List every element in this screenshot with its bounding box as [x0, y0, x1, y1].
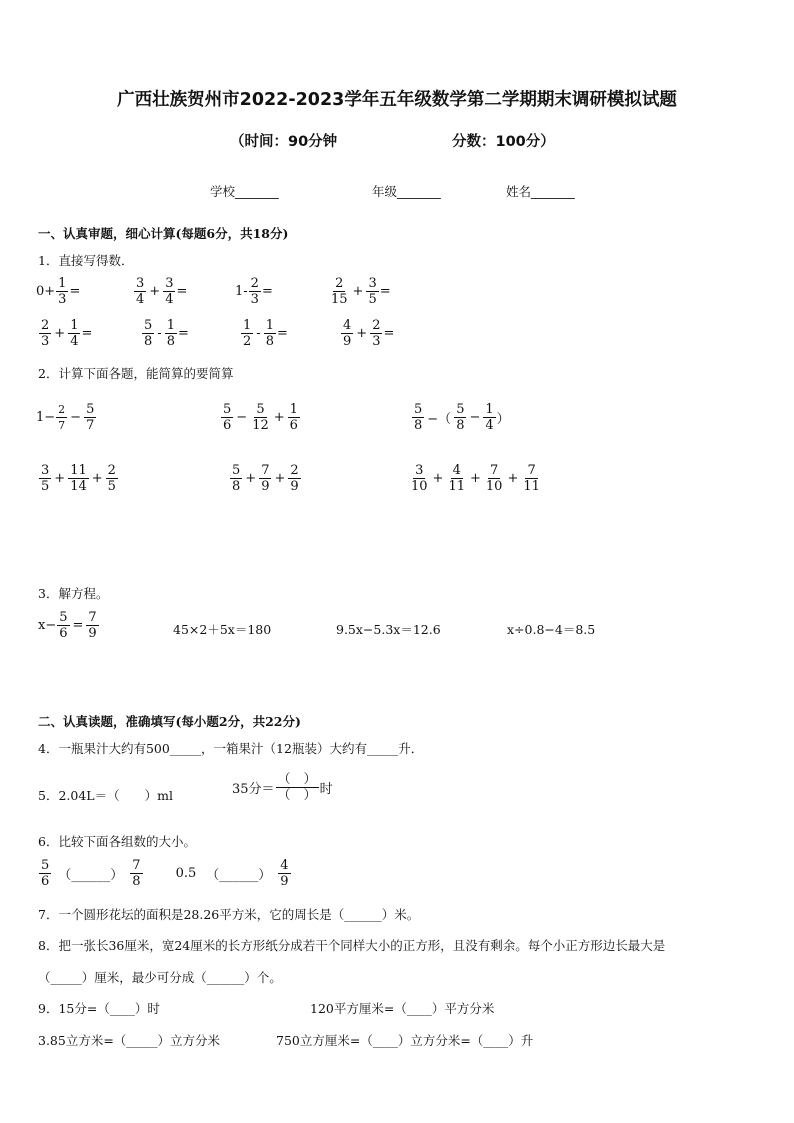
fraction [259, 463, 271, 494]
fraction [130, 858, 142, 889]
expr-text: = [379, 284, 391, 299]
fraction [288, 463, 300, 494]
fraction [278, 858, 290, 889]
fraction [521, 463, 542, 494]
denominator: 9 [343, 334, 352, 349]
numerator: 1 [166, 318, 175, 333]
fraction [56, 276, 68, 307]
fraction [454, 402, 466, 433]
expr-text: ） [496, 412, 510, 427]
expr-text: = [261, 284, 273, 299]
question-9b: 120平方厘米=（____）平方分米 [310, 1001, 495, 1016]
q3-equation-2: 45×2＋5x＝180 [173, 622, 272, 637]
operator: −（ [427, 412, 452, 427]
denominator: 14 [70, 479, 87, 494]
fraction [241, 318, 253, 349]
decimal-value: 0.5 [175, 866, 197, 881]
fraction [39, 858, 51, 889]
numerator: 3 [368, 276, 377, 291]
numerator: 5 [414, 402, 423, 417]
denominator: 8 [166, 334, 175, 349]
fraction [165, 318, 177, 349]
page-title: 广西壮族贺州市2022-2023学年五年级数学第二学期期末调研模拟试题 [117, 90, 677, 110]
fraction [39, 463, 51, 494]
q1-expr-1a [36, 276, 80, 307]
numerator: 3 [415, 463, 424, 478]
operator: + [352, 284, 364, 299]
grade-field: 年级_______ [372, 184, 441, 199]
expr-text: = [177, 326, 189, 341]
expr-text: = [69, 284, 81, 299]
expr-text: x− [38, 618, 57, 633]
denominator: 8 [232, 479, 241, 494]
denominator: 3 [372, 334, 381, 349]
q1-expr-2d [340, 318, 394, 349]
operator: + [507, 471, 519, 486]
numerator: 7 [88, 610, 97, 625]
exam-time: （时间：90分钟 [230, 134, 338, 150]
operator: - [256, 326, 261, 341]
fraction [409, 463, 430, 494]
denominator: 4 [70, 334, 79, 349]
numerator: 2 [372, 318, 381, 333]
denominator: 15 [331, 292, 348, 307]
q1-expr-1c [235, 276, 273, 307]
numerator: 5 [256, 402, 265, 417]
exam-score: 分数：100分） [452, 134, 555, 150]
q2-expr-3 [411, 402, 510, 433]
numerator: 3 [136, 276, 145, 291]
fraction [56, 402, 67, 433]
q1-expr-1b [133, 276, 187, 307]
numerator: 1 [70, 318, 79, 333]
section-2-heading: 二、认真读题，准确填写(每小题2分，共22分) [38, 714, 301, 729]
denominator: 4 [136, 292, 145, 307]
numerator: 2 [58, 403, 66, 416]
q1-expr-2b [141, 318, 189, 349]
denominator: 8 [132, 874, 141, 889]
fraction [142, 318, 154, 349]
numerator: 7 [490, 463, 499, 478]
numerator: 1 [58, 276, 67, 291]
numerator: 5 [41, 858, 50, 873]
question-3-label: 3．解方程。 [38, 586, 109, 601]
operator: − [70, 410, 82, 425]
operator: + [432, 471, 444, 486]
question-5a: 5．2.04L＝（ ）ml [38, 788, 173, 803]
expr-text: = [176, 284, 188, 299]
fraction [230, 463, 242, 494]
numerator: 1 [265, 318, 274, 333]
fraction [276, 772, 319, 803]
denominator: 6 [223, 418, 232, 433]
operator: − [236, 410, 248, 425]
numerator: 5 [223, 402, 232, 417]
denominator: 6 [41, 874, 50, 889]
fraction [134, 276, 146, 307]
question-9c: 3.85立方米=（_____）立方分米 [38, 1033, 221, 1048]
numerator: 11 [70, 463, 87, 478]
denominator: 4 [165, 292, 174, 307]
operator: + [356, 326, 368, 341]
fraction [84, 402, 96, 433]
q3-equation-4: x÷0.8−4＝8.5 [507, 622, 596, 637]
numerator: 2 [290, 463, 299, 478]
expr-text: 时 [319, 782, 333, 797]
expr-text: 0+ [36, 284, 56, 299]
q2-expr-4 [38, 463, 119, 494]
numerator: 3 [165, 276, 174, 291]
operator: - [157, 326, 162, 341]
denominator: 3 [41, 334, 50, 349]
question-1-label: 1．直接写得数． [38, 253, 134, 268]
expr-text: 1− [36, 410, 56, 425]
denominator: 7 [58, 419, 66, 432]
denominator: 12 [252, 418, 269, 433]
numerator: 2 [335, 276, 344, 291]
fraction [446, 463, 467, 494]
fraction [366, 276, 378, 307]
numerator: 5 [232, 463, 241, 478]
question-9a: 9．15分=（____）时 [38, 1001, 160, 1016]
q3-equation-3: 9.5x−5.3x＝12.6 [336, 622, 441, 637]
denominator: 9 [261, 479, 270, 494]
expr-text: 35分＝ [232, 782, 275, 797]
denominator: 8 [414, 418, 423, 433]
question-7: 7．一个圆形花坛的面积是28.26平方米，它的周长是（______）米。 [38, 907, 420, 922]
fraction [264, 318, 276, 349]
denominator: 5 [41, 479, 50, 494]
question-6-compare [38, 858, 292, 889]
numerator: 5 [144, 318, 153, 333]
q2-expr-2 [220, 402, 301, 433]
denominator: 5 [368, 292, 377, 307]
q2-expr-5 [229, 463, 302, 494]
fraction [412, 402, 424, 433]
numerator: 1 [485, 402, 494, 417]
operator: + [149, 284, 161, 299]
fraction [341, 318, 353, 349]
fraction [57, 610, 69, 641]
answer-blank: （______） [58, 868, 124, 883]
denominator-blank: （ ） [277, 788, 317, 803]
operator: + [470, 471, 481, 486]
denominator: 11 [523, 479, 540, 494]
fraction [288, 402, 300, 433]
numerator: 2 [107, 463, 116, 478]
expr-text: = [81, 326, 93, 341]
denominator: 9 [88, 626, 97, 641]
fraction [221, 402, 233, 433]
numerator: 7 [527, 463, 536, 478]
expr-text: = [383, 326, 395, 341]
q1-expr-2a [38, 318, 92, 349]
question-6-label: 6．比较下面各组数的大小。 [38, 834, 196, 849]
q3-equation-1 [38, 610, 100, 641]
fraction [250, 402, 271, 433]
fraction [68, 318, 80, 349]
fraction [68, 463, 89, 494]
numerator: 3 [41, 463, 50, 478]
question-8-line-1: 8．把一张长36厘米，宽24厘米的长方形纸分成若干个同样大小的正方形，且没有剩余。每个小正方形边长最大是 [38, 938, 666, 953]
denominator: 3 [250, 292, 259, 307]
denominator: 10 [411, 479, 428, 494]
numerator: 2 [41, 318, 50, 333]
denominator: 6 [59, 626, 68, 641]
numerator: 2 [250, 276, 259, 291]
denominator: 5 [107, 479, 116, 494]
fraction [370, 318, 382, 349]
numerator: 1 [289, 402, 298, 417]
denominator: 8 [265, 334, 274, 349]
fraction [483, 402, 495, 433]
fraction [106, 463, 118, 494]
name-field: 姓名_______ [506, 184, 575, 199]
denominator: 4 [485, 418, 494, 433]
operator: + [273, 410, 285, 425]
numerator: 4 [452, 463, 461, 478]
expr-text: 1- [235, 284, 248, 299]
section-1-heading: 一、认真审题，细心计算(每题6分，共18分) [38, 226, 289, 241]
answer-blank: （______） [206, 868, 272, 883]
fraction [329, 276, 350, 307]
q1-expr-1d [328, 276, 391, 307]
denominator: 7 [86, 418, 95, 433]
operator: = [72, 618, 84, 633]
operator: + [245, 471, 257, 486]
denominator: 3 [58, 292, 67, 307]
denominator: 11 [448, 479, 465, 494]
denominator: 9 [290, 479, 299, 494]
operator: + [274, 471, 286, 486]
numerator: 5 [59, 610, 68, 625]
operator: − [469, 410, 481, 425]
denominator: 10 [485, 479, 503, 494]
expr-text: = [276, 326, 288, 341]
operator: + [54, 471, 66, 486]
question-9d: 750立方厘米=（____）立方分米=（____）升 [276, 1033, 534, 1048]
q2-expr-1 [36, 402, 97, 433]
question-2-label: 2．计算下面各题，能简算的要简算 [38, 366, 234, 381]
denominator: 9 [280, 874, 289, 889]
denominator: 6 [289, 418, 298, 433]
question-5b [232, 772, 333, 803]
denominator: 8 [456, 418, 465, 433]
fraction [86, 610, 98, 641]
q1-expr-2c [240, 318, 288, 349]
question-4: 4．一瓶果汁大约有500_____，一箱果汁（12瓶装）大约有_____升． [38, 741, 424, 756]
numerator-blank: （ ） [277, 772, 317, 787]
fraction [39, 318, 51, 349]
fraction [484, 463, 505, 494]
numerator: 4 [280, 858, 289, 873]
operator: + [54, 326, 66, 341]
numerator: 5 [456, 402, 465, 417]
denominator: 2 [243, 334, 252, 349]
fraction [249, 276, 261, 307]
numerator: 5 [86, 402, 95, 417]
fraction [163, 276, 175, 307]
q2-expr-6 [408, 463, 543, 494]
numerator: 7 [132, 858, 141, 873]
school-field: 学校_______ [210, 184, 279, 199]
denominator: 8 [144, 334, 153, 349]
question-8-line-2: （_____）厘米，最少可分成（______）个。 [38, 970, 282, 985]
operator: + [91, 471, 103, 486]
numerator: 7 [261, 463, 270, 478]
numerator: 4 [343, 318, 352, 333]
numerator: 1 [243, 318, 252, 333]
